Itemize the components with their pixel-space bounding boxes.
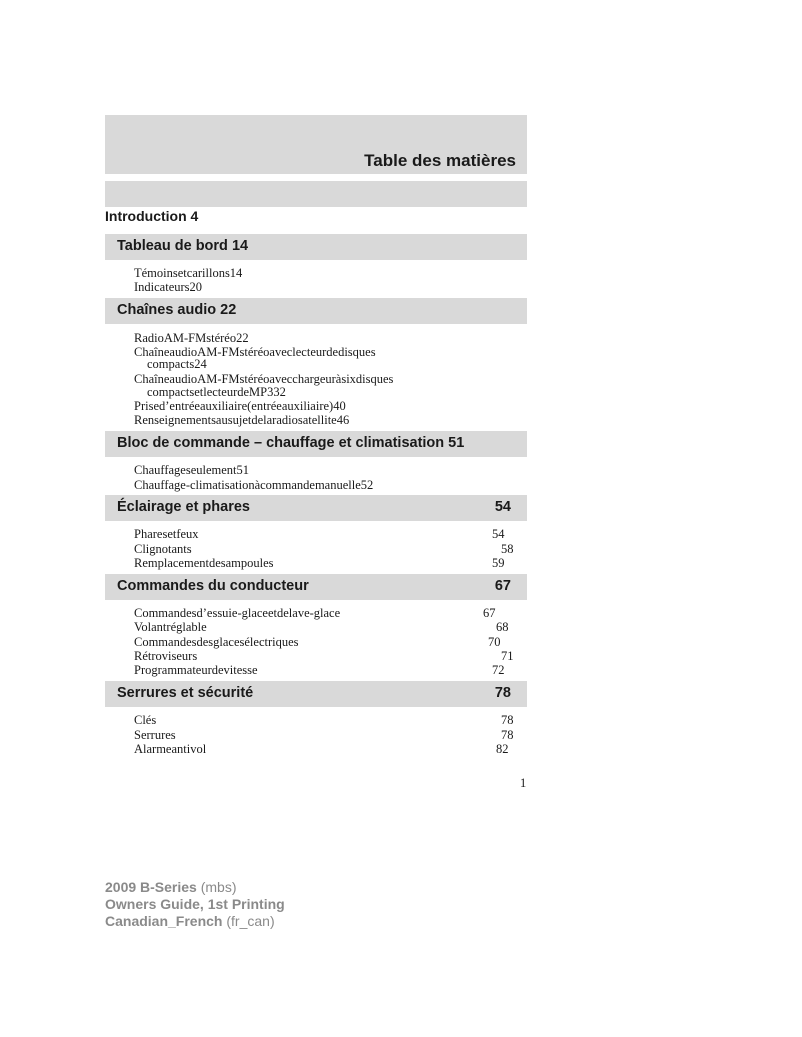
- toc-item[interactable]: Chauffage-climatisationàcommandemanuelle52: [134, 478, 374, 492]
- toc-item[interactable]: Programmateurdevitesse: [134, 663, 258, 677]
- section-title: Tableau de bord 14: [117, 238, 249, 254]
- section-title: Chaînes audio 22: [117, 302, 237, 318]
- toc-item-page: 71: [501, 649, 514, 663]
- toc-section-commandes-du-conducteur[interactable]: [105, 574, 527, 600]
- footer-line-2: [105, 896, 285, 913]
- toc-item[interactable]: Volantréglable: [134, 620, 207, 634]
- toc-item[interactable]: ChaîneaudioAM-FMstéréoaveclecteurdedisques: [134, 345, 376, 359]
- toc-section-serrures-et-securite[interactable]: [105, 681, 527, 707]
- toc-item-page: 59: [492, 556, 505, 570]
- section-page: 78: [494, 685, 511, 701]
- toc-item-page: 72: [492, 663, 505, 677]
- toc-item[interactable]: Serrures: [134, 728, 176, 742]
- section-title: Commandes du conducteur: [117, 578, 309, 594]
- footer-language: Canadian_French: [105, 913, 223, 929]
- footer-line-3: [105, 913, 285, 930]
- toc-item[interactable]: Alarmeantivol: [134, 742, 207, 756]
- section-title: Bloc de commande – chauffage et climatisation 51: [117, 435, 465, 451]
- section-page: 67: [494, 578, 511, 594]
- toc-item-page: 54: [492, 527, 505, 541]
- toc-entry-introduction[interactable]: Introduction 4: [105, 208, 199, 224]
- toc-item-page: 68: [496, 620, 509, 634]
- section-title: Éclairage et phares: [117, 499, 250, 515]
- footer-guide: Owners Guide, 1st Printing: [105, 896, 285, 912]
- toc-item[interactable]: Prised’entréeauxiliaire(entréeauxiliaire)40: [134, 399, 346, 413]
- toc-item[interactable]: Rétroviseurs: [134, 649, 198, 663]
- toc-item[interactable]: RadioAM-FMstéréo22: [134, 331, 249, 345]
- toc-item-page: 70: [488, 635, 501, 649]
- toc-item-page: 58: [501, 542, 514, 556]
- toc-item[interactable]: ChaîneaudioAM-FMstéréoavecchargeuràsixdisques: [134, 372, 394, 386]
- footer-language-code: (fr_can): [222, 913, 275, 929]
- footer-line-1: [105, 879, 285, 896]
- toc-item-page: 82: [496, 742, 509, 756]
- section-page: 54: [494, 499, 511, 515]
- toc-item[interactable]: Clés: [134, 713, 157, 727]
- toc-item[interactable]: Commandesd’essuie-glaceetdelave-glace: [134, 606, 341, 620]
- toc-section-eclairage-et-phares[interactable]: [105, 495, 527, 521]
- toc-item[interactable]: Renseignementsausujetdelaradiosatellite46: [134, 413, 350, 427]
- footer-model: 2009 B-Series: [105, 879, 197, 895]
- toc-item[interactable]: Clignotants: [134, 542, 192, 556]
- header-box: [105, 115, 527, 174]
- toc-item[interactable]: Pharesetfeux: [134, 527, 199, 541]
- toc-item[interactable]: Témoinsetcarillons14: [134, 266, 243, 280]
- toc-item[interactable]: Chauffageseulement51: [134, 463, 250, 477]
- footer-info: [105, 879, 285, 930]
- toc-item[interactable]: Remplacementdesampoules: [134, 556, 274, 570]
- toc-section-tableau-de-bord[interactable]: [105, 234, 527, 260]
- toc-item[interactable]: Commandesdesglacesélectriques: [134, 635, 299, 649]
- toc-section-bloc-de-commande[interactable]: [105, 431, 527, 457]
- toc-item-continued[interactable]: compacts24: [147, 357, 207, 371]
- toc-item-continued[interactable]: compactsetlecteurdeMP332: [147, 385, 286, 399]
- page-number: 1: [520, 776, 527, 790]
- header-strip: [105, 181, 527, 207]
- toc-item[interactable]: Indicateurs20: [134, 280, 203, 294]
- footer-model-code: (mbs): [196, 879, 237, 895]
- toc-item-page: 67: [483, 606, 496, 620]
- page-title: Table des matières: [364, 151, 516, 170]
- toc-item-page: 78: [501, 713, 514, 727]
- section-title: Serrures et sécurité: [117, 685, 254, 701]
- toc-item-page: 78: [501, 728, 514, 742]
- toc-section-chaines-audio[interactable]: [105, 298, 527, 324]
